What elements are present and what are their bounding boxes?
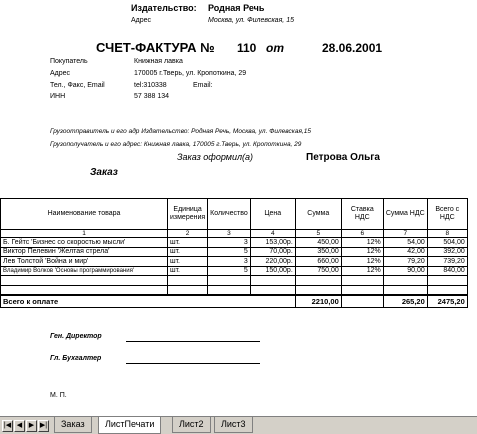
cell-vat-sum: 42,00 (383, 247, 427, 257)
cell-vat-sum: 54,00 (383, 238, 427, 248)
publisher-address: Москва, ул. Филевская, 15 (208, 17, 294, 24)
buyer-address-label: Адрес (50, 70, 71, 77)
col-number: 7 (383, 230, 427, 238)
cell-price: 153,00р. (250, 238, 295, 248)
col-number: 5 (295, 230, 341, 238)
buyer-phone: tel:310338 (134, 82, 167, 89)
header-total: Всего с НДС (427, 199, 467, 230)
column-number-row (1, 230, 468, 238)
consignee-line: Грузополучатель и его адрес: Книжная лавка, 170005 г.Тверь, ул. Кропоткина, 29 (50, 141, 302, 148)
table-header-row (1, 199, 468, 230)
table-row (1, 238, 468, 248)
cell-vat-rate: 12% (341, 247, 383, 257)
cell-name: Виктор Пелевин 'Желтая стрела' (1, 247, 168, 257)
cell-unit: шт. (168, 257, 208, 267)
cell-qty: 3 (208, 257, 251, 267)
header-vat-rate: Ставка НДС (341, 199, 383, 230)
invoice-number: 110 (237, 41, 257, 55)
cell-sum: 750,00 (295, 266, 341, 276)
cell-qty: 3 (208, 238, 251, 248)
cell-price: 150,00р. (250, 266, 295, 276)
cell-price: 70,00р. (250, 247, 295, 257)
publisher-address-label: Адрес (131, 17, 152, 24)
buyer-address: 170005 г.Тверь, ул. Кропоткина, 29 (134, 70, 247, 77)
first-sheet-button[interactable]: |◀ (2, 420, 13, 432)
director-signature-line (126, 341, 260, 342)
cell-vat-rate: 12% (341, 238, 383, 248)
accountant-signature-line (126, 363, 260, 364)
cell-vat-sum: 79,20 (383, 257, 427, 267)
cell-vat-rate: 12% (341, 257, 383, 267)
cell-qty: 5 (208, 266, 251, 276)
tab-list-pechati[interactable]: ЛистПечати (98, 417, 161, 434)
cell-unit: шт. (168, 238, 208, 248)
buyer-inn: 57 388 134 (134, 93, 170, 100)
cell-vat-rate: 12% (341, 266, 383, 276)
total-sum: 2210,00 (295, 295, 341, 308)
total-label: Всего к оплате (1, 295, 296, 308)
publisher-name: Родная Речь (208, 3, 265, 13)
cell-name: Владимир Волков 'Основы программирования' (1, 266, 168, 276)
col-number: 8 (427, 230, 467, 238)
cell-unit: шт. (168, 266, 208, 276)
director-label: Ген. Директор (50, 333, 102, 340)
header-vat-sum: Сумма НДС (383, 199, 427, 230)
col-number: 1 (1, 230, 168, 238)
table-blank-row (1, 285, 468, 295)
buyer-label: Покупатель (50, 58, 88, 65)
cell-sum: 350,00 (295, 247, 341, 257)
col-number: 6 (341, 230, 383, 238)
order-by-name: Петрова Ольга (306, 152, 380, 163)
cell-total: 739,20 (427, 257, 467, 267)
col-number: 4 (250, 230, 295, 238)
cell-name: Б. Гейтс 'Бизнес со скоростью мысли' (1, 238, 168, 248)
accountant-label: Гл. Бухгалтер (50, 355, 102, 362)
cell-sum: 660,00 (295, 257, 341, 267)
header-qty: Количество (208, 199, 251, 230)
cell-unit: шт. (168, 247, 208, 257)
invoice-title: СЧЕТ-ФАКТУРА № (96, 40, 215, 55)
table-blank-row (1, 276, 468, 286)
shipper-line: Грузоотправитель и его адр Издательство: Родная Речь, Москва, ул. Филевская,15 (50, 128, 311, 135)
col-number: 3 (208, 230, 251, 238)
table-row (1, 257, 468, 267)
table-row (1, 247, 468, 257)
tab-zakaz[interactable]: Заказ (54, 417, 92, 433)
tab-list3[interactable]: Лист3 (214, 417, 253, 433)
header-name: Наименование товара (1, 199, 168, 230)
cell-qty: 5 (208, 247, 251, 257)
table-total-row (1, 295, 468, 308)
stamp-placeholder: М. П. (50, 392, 67, 399)
col-number: 2 (168, 230, 208, 238)
sheet-tab-bar (0, 416, 477, 434)
header-unit: Единица измерения (168, 199, 208, 230)
cell-vat-sum: 90,00 (383, 266, 427, 276)
order-by-label: Заказ оформил(а) (177, 152, 254, 162)
buyer-name: Книжная лавка (134, 58, 183, 65)
cell-total: 392,00 (427, 247, 467, 257)
buyer-email-label: Email: (193, 82, 213, 89)
cell-price: 220,00р. (250, 257, 295, 267)
next-sheet-button[interactable]: ▶ (26, 420, 37, 432)
publisher-label: Издательство: (131, 3, 197, 13)
invoice-date: 28.06.2001 (322, 41, 383, 55)
invoice-ot: от (266, 41, 284, 55)
total-all: 2475,20 (427, 295, 467, 308)
prev-sheet-button[interactable]: ◀ (14, 420, 25, 432)
tab-list2[interactable]: Лист2 (172, 417, 211, 433)
order-heading: Заказ (90, 167, 118, 178)
last-sheet-button[interactable]: ▶| (38, 420, 49, 432)
buyer-inn-label: ИНН (50, 93, 66, 100)
cell-total: 504,00 (427, 238, 467, 248)
cell-name: Лев Толстой 'Война и мир' (1, 257, 168, 267)
cell-total: 840,00 (427, 266, 467, 276)
items-table (0, 198, 468, 308)
header-sum: Сумма (295, 199, 341, 230)
buyer-phone-label: Тел., Факс, Email (50, 82, 105, 89)
header-price: Цена (250, 199, 295, 230)
total-vat: 265,20 (383, 295, 427, 308)
cell-sum: 450,00 (295, 238, 341, 248)
table-row (1, 266, 468, 276)
